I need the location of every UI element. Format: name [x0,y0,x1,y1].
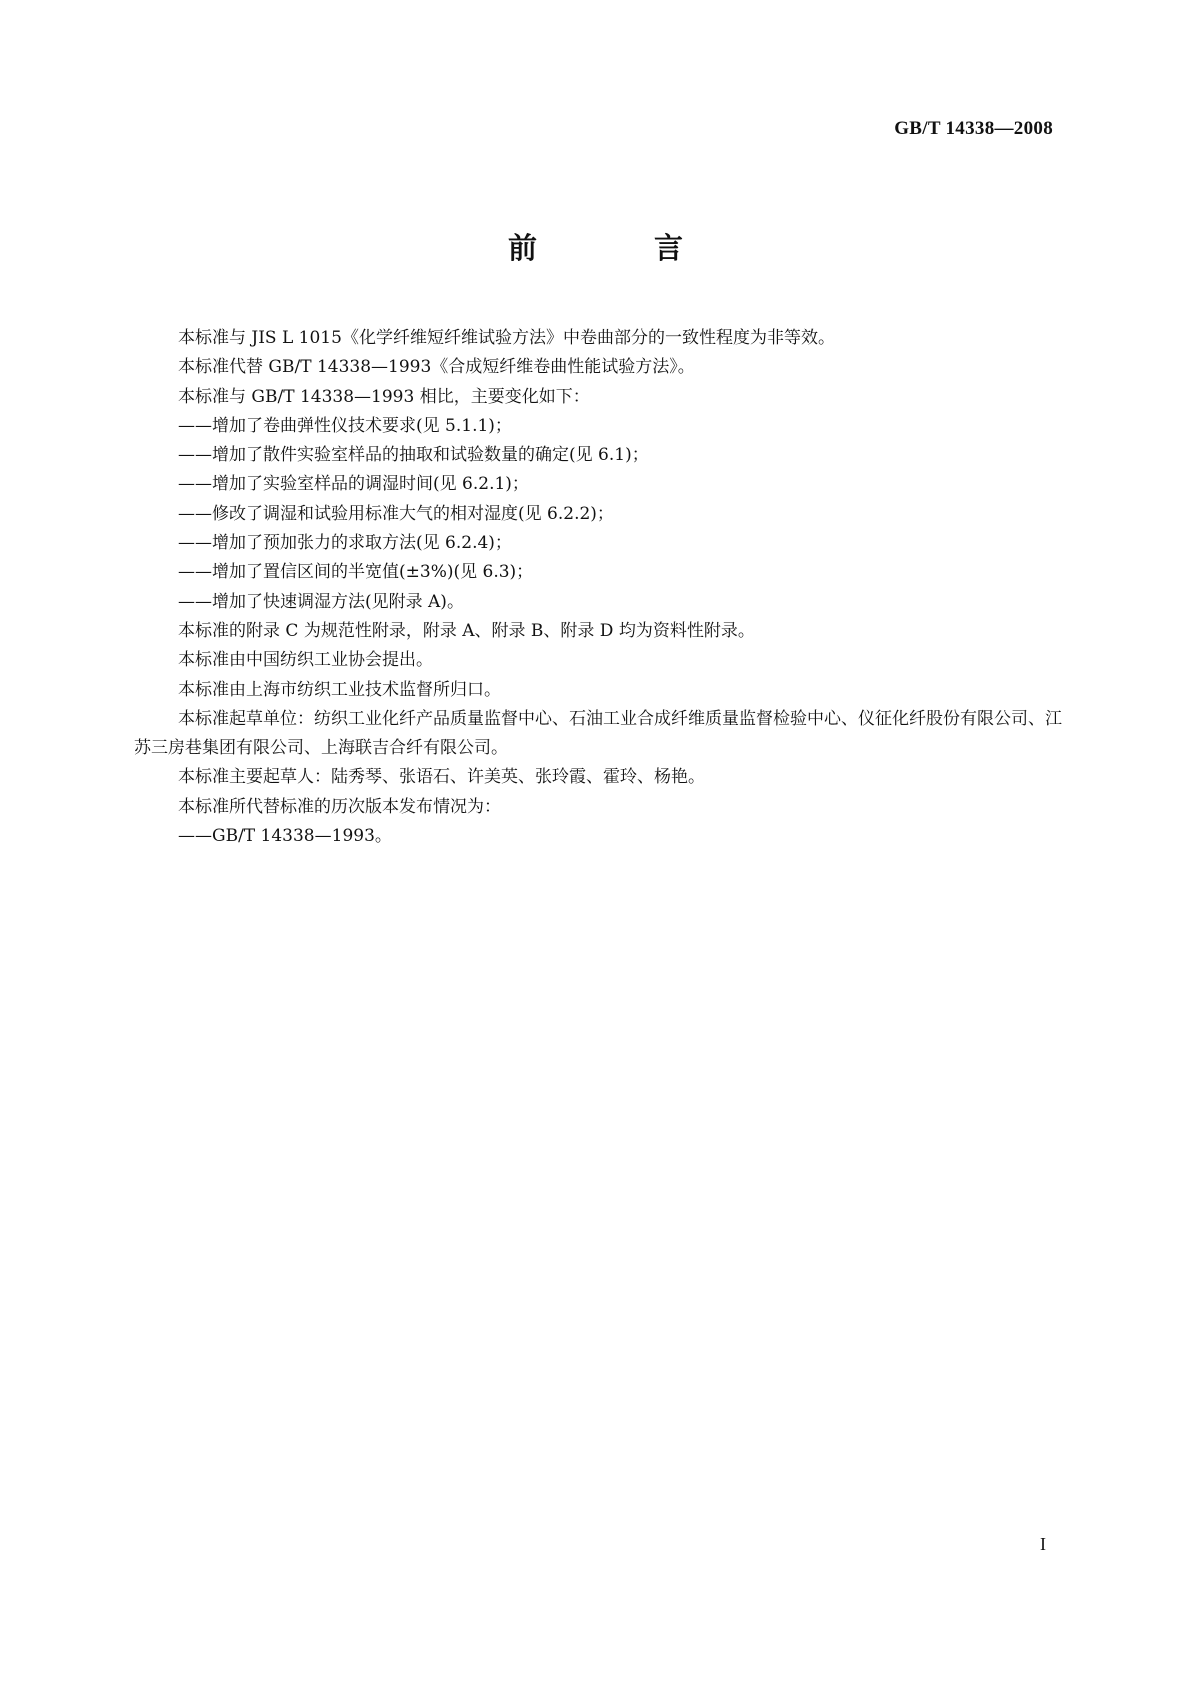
preface-paragraph: 本标准代替 GB/T 14338—1993《合成短纤维卷曲性能试验方法》。 [178,357,695,378]
change-list-item: ——增加了快速调湿方法(见附录 A)。 [178,591,464,612]
change-list-item: ——增加了实验室样品的调湿时间(见 6.2.1)； [178,474,529,495]
standard-code: GB/T 14338—2008 [894,118,1053,139]
preface-paragraph: 本标准与 JIS L 1015《化学纤维短纤维试验方法》中卷曲部分的一致性程度为非等效。 [178,328,835,348]
preface-paragraph: 本标准所代替标准的历次版本发布情况为： [178,796,501,817]
preface-paragraph: 本标准与 GB/T 14338—1993 相比，主要变化如下： [178,386,590,407]
page-title: 前 言 [507,231,727,265]
page-number: I [1040,1534,1046,1554]
preface-paragraph: 本标准由上海市纺织工业技术监督所归口。 [178,679,501,700]
preface-paragraph: 本标准的附录 C 为规范性附录，附录 A、附录 B、附录 D 均为资料性附录。 [178,620,755,641]
version-history-item: ——GB/T 14338—1993。 [178,826,392,847]
preface-paragraph: 本标准由中国纺织工业协会提出。 [178,650,433,671]
change-list-item: ——修改了调湿和试验用标准大气的相对湿度(见 6.2.2)； [178,503,614,524]
preface-body [134,324,1064,851]
preface-paragraph: 本标准主要起草人：陆秀琴、张语石、许美英、张玲霞、霍玲、杨艳。 [178,767,705,788]
change-list-item: ——增加了预加张力的求取方法(见 6.2.4)； [178,533,512,554]
preface-paragraph: 本标准起草单位：纺织工业化纤产品质量监督中心、石油工业合成纤维质量监督检验中心、仪征化纤股份有限公司、江苏三房巷集团有限公司、上海联吉合纤有限公司。 [134,708,1062,759]
change-list-item: ——增加了置信区间的半宽值(±3%)(见 6.3)； [178,562,534,583]
change-list-item: ——增加了卷曲弹性仪技术要求(见 5.1.1)； [178,415,512,436]
change-list-item: ——增加了散件实验室样品的抽取和试验数量的确定(见 6.1)； [178,445,649,466]
